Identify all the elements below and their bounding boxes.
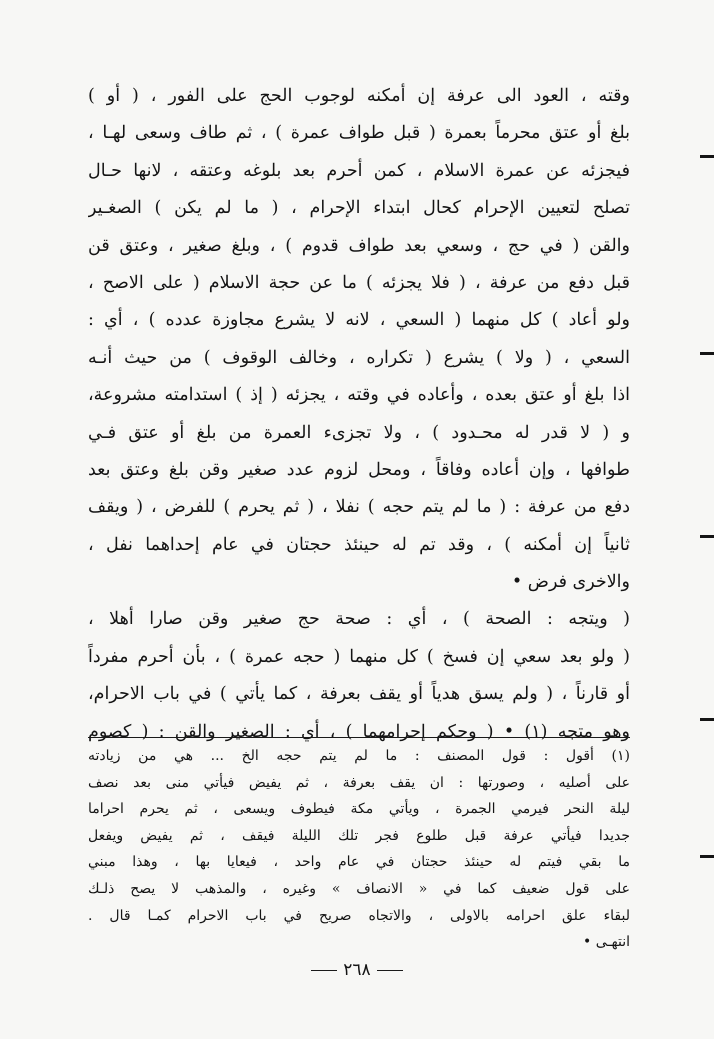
text-line: ولو أعاد ) كل منهما ( السعي ، لانه لا يشرع مجاوزة عدده ) ، أي : [88,310,630,331]
margin-mark [700,352,714,355]
footnote-line: ما بقي فيتم له حينئذ حجتان في عام واحد ، فيعايا بها ، وهذا مبني [88,854,630,871]
text-line: والقن ( في حج ، وسعي بعد طواف قدوم ) ، وبلغ صغير ، وعتق قن [88,235,630,256]
page-number [0,960,714,980]
footnote-line: لبقاء علق احرامه بالاولى ، والاتجاه صريح في باب الاحرام كمـا قال . [88,907,630,924]
text-line: والاخرى فرض • [511,572,630,593]
text-line: و ( لا قدر له محـدود ) ، ولا تجزىء العمرة من بلغ أو عتق فـي [88,422,630,443]
main-text-block [88,78,630,751]
footnote-line: ليلة النحر فيرمي الجمرة ، ويأتي مكة فيطوف ويسعى ، ثم يحرم احراما [88,801,630,818]
margin-mark [700,155,714,158]
footnote-divider [88,737,630,738]
text-line: بلغ أو عتق محرماً بعمرة ( قبل طواف عمرة ) ، ثم طاف وسعى لهـا ، [88,123,630,144]
page-number-value: ٢٦٨ [343,960,371,980]
text-line: أو قارناً ، ( ولم يسق هدياً أو يقف بعرفة ، كما يأتي ) في باب الاحرام، [88,684,630,705]
text-line: تصلح لتعيين الإحرام كحال ابتداء الإحرام ، ( ما لم يكن ) الصغـير [88,198,630,219]
footnote-line: جديدا فيأتي عرفة قبل طلوع فجر تلك الليلة فيقف ، ثم يفيض ويفعل [88,827,630,844]
page-number-dash [377,970,403,971]
text-line: اذا بلغ أو عتق بعده ، وأعاده في وقته ، يجزئه ( إذ ) استدامته مشروعة، [88,385,630,406]
footnote-line: (١) أقول : قول المصنف : ما لم يتم حجه الخ ... هي من زيادته [88,748,630,764]
margin-mark [700,718,714,721]
text-line: وهو متجه (١) • ( وحكم إحرامهما ) ، أي : الصغير والقن : ( كصوم [88,721,630,742]
text-line: فيجزئه عن عمرة الاسلام ، كمن أحرم بعد بلوغه وعتقه ، لانها حـال [88,160,630,181]
margin-mark [700,855,714,858]
footnote-block [88,743,630,956]
text-line: ( ويتجه : الصحة ) ، أي : صحة حج صغير وقن صارا أهلا ، [88,609,630,630]
text-line: ( ولو بعد سعي إن فسخ ) كل منهما ( حجه عمرة ) ، بأن أحرم مفرداً [88,646,630,667]
margin-mark [700,535,714,538]
footnote-line: على قول ضعيف كما في « الانصاف » وغيره ، والمذهب لا يصح ذلـك [88,880,630,897]
text-line: قبل دفع من عرفة ، ( فلا يجزئه ) ما عن حجة الاسلام ( على الاصح ، [88,272,630,293]
text-line: وقته ، العود الى عرفة إن أمكنه لوجوب الحج على الفور ، ( أو ) [88,86,630,106]
footnote-line: انتهـى • [583,934,630,951]
footnote-line: على أصليه ، وصورتها : ان يقف بعرفة ، ثم يفيض فيأتي منى بعد نصف [88,774,630,791]
text-line: ثانياً إن أمكنه ) ، وقد تم له حينئذ حجتان في عام إحداهما نفل ، [88,534,630,555]
text-line: دفع من عرفة : ( ما لم يتم حجه ) نفلا ، ( ثم يحرم ) للفرض ، ( ويقف [88,497,630,518]
text-line: السعي ، ( ولا ) يشرع ( تكراره ، وخالف الوقوف ) من حيث أنـه [88,347,630,368]
page-number-dash [311,970,337,971]
text-line: طوافها ، وإن أعاده وفاقاً ، ومحل لزوم عدد صغير وقن بلغ وعتق بعد [88,459,630,480]
